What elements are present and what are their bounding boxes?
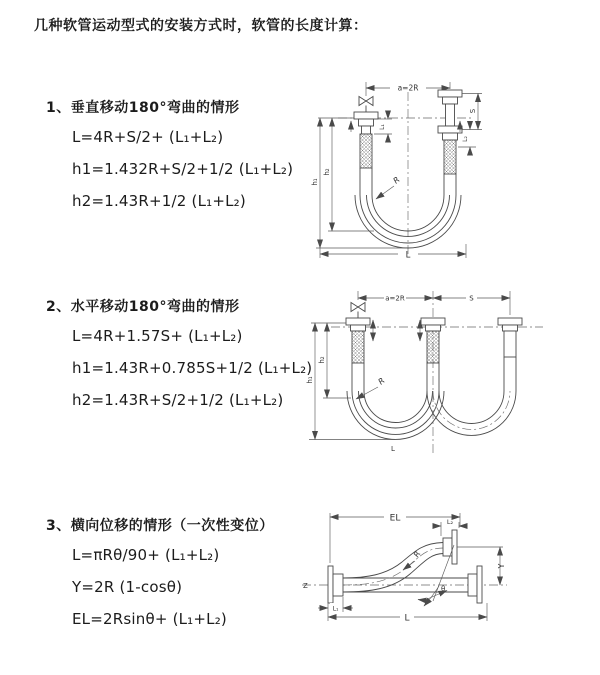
dim-label-h2: h₂	[323, 168, 331, 176]
dim-label-l2: L₂	[446, 518, 454, 526]
dim-label-r: R	[411, 549, 423, 559]
formula-line: EL=2Rsinθ+ (L₁+L₂)	[72, 610, 227, 628]
left-flange	[328, 566, 343, 603]
diagram-lateral-displacement	[300, 505, 595, 640]
section-heading: 1、垂直移动180°弯曲的情形	[46, 100, 240, 116]
section-lateral-displacement	[46, 515, 274, 629]
formula-line: h1=1.43R+0.785S+1/2 (L₁+L₂)	[72, 359, 313, 377]
section-horizontal-180	[46, 296, 312, 410]
dim-label-y: Y	[497, 563, 506, 569]
dim-label-l: L	[405, 250, 411, 261]
diagram-horizontal-180-bend	[303, 283, 595, 468]
valve-icon	[351, 303, 365, 319]
dim-label-theta: θ	[441, 585, 446, 593]
dim-label-s: S	[469, 294, 474, 303]
formula-line: L=πRθ/90+ (L₁+L₂)	[72, 546, 220, 564]
right-flange	[468, 566, 482, 603]
hose-u-bend-position-2	[427, 357, 516, 435]
dim-label-s: S	[469, 108, 477, 114]
right-flange	[438, 90, 462, 174]
page-title: 几种软管运动型式的安装方式时，软管的长度计算：	[34, 18, 368, 34]
formula-line: h1=1.432R+S/2+1/2 (L₁+L₂)	[72, 160, 294, 178]
dim-label-h2: h₂	[318, 356, 326, 364]
vertical-bend-drawing	[310, 70, 578, 268]
formula-line: L=4R+S/2+ (L₁+L₂)	[72, 128, 224, 146]
dim-label-a2r: a=2R	[385, 294, 405, 303]
dim-label-r: R	[391, 175, 402, 186]
left-flange	[354, 112, 378, 168]
horizontal-bend-drawing	[303, 283, 595, 468]
middle-flange	[421, 318, 445, 363]
left-flange	[346, 318, 370, 363]
dim-label-l: L	[404, 613, 410, 624]
dim-label-h1: h₁	[306, 376, 314, 384]
centerline-mark: Z	[303, 582, 308, 590]
section-heading: 3、横向位移的情形（一次性变位）	[46, 518, 274, 534]
dim-label-l2: L₂	[462, 136, 469, 142]
valve-icon	[359, 97, 373, 113]
section-heading: 2、水平移动180°弯曲的情形	[46, 299, 240, 315]
s-curve-hose	[343, 543, 446, 593]
diagram-vertical-180-bend	[310, 70, 578, 268]
dim-label-l1: L₁	[332, 605, 339, 613]
dim-label-el: EL	[389, 513, 401, 524]
dim-label-r: R	[376, 376, 387, 387]
dim-label-h1: h₁	[311, 178, 319, 186]
formula-line: h2=1.43R+S/2+1/2 (L₁+L₂)	[72, 391, 284, 409]
upper-right-flange	[443, 530, 457, 564]
dim-label-l: L	[391, 445, 395, 453]
formula-line: Y=2R (1-cosθ)	[72, 578, 183, 596]
section-vertical-180	[46, 97, 293, 211]
formula-line: L=4R+1.57S+ (L₁+L₂)	[72, 327, 243, 345]
dim-label-l1: L₁	[379, 124, 386, 130]
formula-line: h2=1.43R+1/2 (L₁+L₂)	[72, 192, 246, 210]
dim-label-a2r: a=2R	[397, 83, 419, 93]
lateral-displacement-drawing	[300, 505, 595, 640]
hose-u-bend-position-1	[347, 363, 444, 439]
right-flange	[498, 318, 522, 357]
